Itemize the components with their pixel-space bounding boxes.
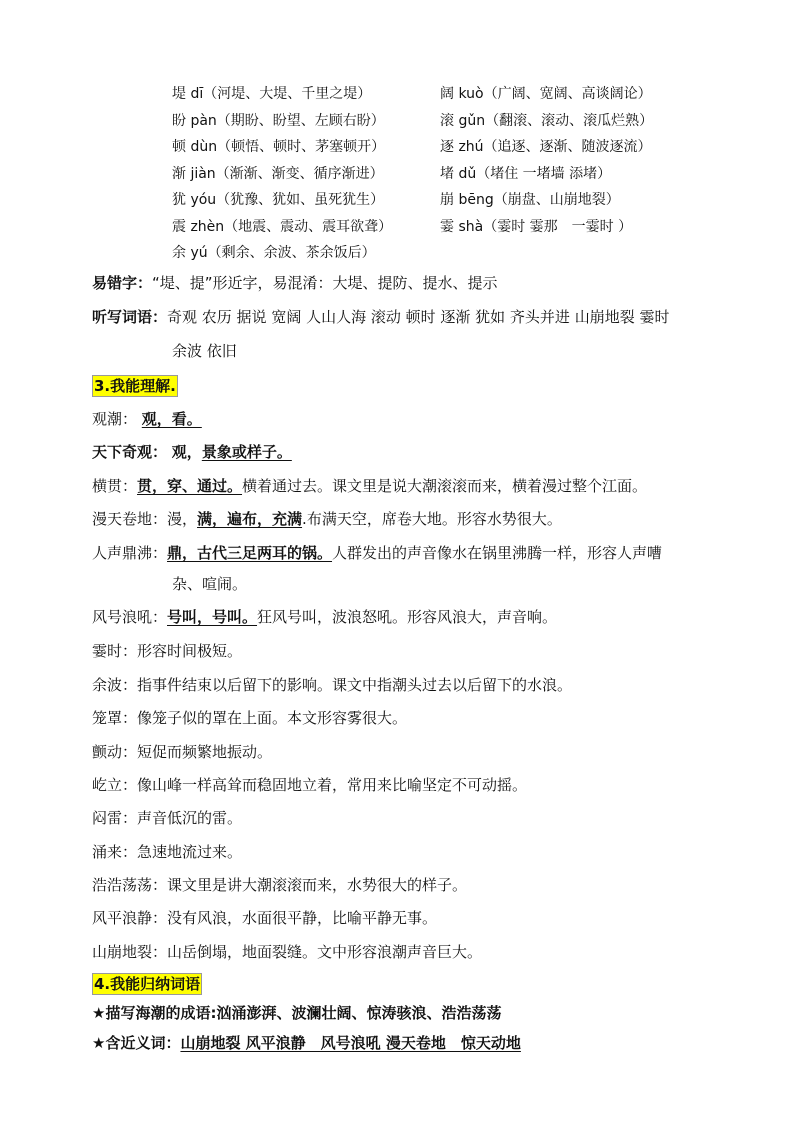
definition-line: 风平浪静：没有风浪，水面很平静，比喻平静无事。 (92, 909, 438, 927)
definition-term: 横贯： (92, 477, 138, 495)
char-entry: 堵 dǔ（堵住 一堵墙 添堵） (440, 165, 612, 182)
char-row (172, 186, 732, 213)
definition-term: 天下奇观： (92, 443, 168, 461)
easy-wrong-line (92, 273, 498, 293)
definition-line: 闷雷：声音低沉的雷。 (92, 809, 243, 827)
char-entry: 渐 jiàn（渐渐、渐变、循序渐进） (172, 165, 384, 182)
definition-continuation: 杂、喧闹。 (172, 575, 248, 593)
char-row (172, 160, 732, 187)
char-entry: 堤 dī（河堤、大堤、千里之堤） (172, 86, 372, 103)
definition-prefix: 观， (171, 443, 202, 461)
definition-line: 霎时：形容时间极短。 (92, 642, 243, 660)
char-entry: 崩 bēng（崩盘、山崩地裂） (440, 192, 620, 209)
definition-line (92, 409, 202, 429)
definition-line (92, 607, 557, 627)
char-row (172, 213, 732, 240)
char-entry: 滚 gǔn（翻滚、滚动、滚瓜烂熟） (440, 112, 654, 129)
section-3-heading (92, 375, 178, 397)
definition-key: 景象或样子。 (201, 443, 292, 461)
definition-line: 涌来：急速地流过来。 (92, 843, 243, 861)
definition-line: 余波：指事件结束以后留下的影响。课文中指潮头过去以后留下的水浪。 (92, 676, 573, 694)
char-entry: 余 yú（剩余、余波、茶余饭后） (172, 245, 376, 262)
char-entry: 逐 zhú（追逐、逐渐、随波逐流） (440, 139, 652, 156)
char-entry: 震 zhèn（地震、震动、震耳欲聋） (172, 218, 393, 235)
definition-key: 贯，穿、通过。 (137, 477, 243, 495)
definition-text: 狂风号叫，波浪怒吼。形容风浪大，声音响。 (257, 608, 558, 626)
definition-term: 风号浪吼： (92, 608, 168, 626)
char-entry: 犹 yóu（犹豫、犹如、虽死犹生） (172, 192, 385, 209)
char-row (172, 133, 732, 160)
definition-prefix: 漫， (167, 510, 198, 528)
char-row (172, 239, 732, 266)
char-entry: 盼 pàn（期盼、盼望、左顾右盼） (172, 112, 385, 129)
char-entry: 阔 kuò（广阔、宽阔、高谈阔论） (440, 86, 652, 103)
definition-line (92, 543, 662, 563)
definition-line: 屹立：像山峰一样高耸而稳固地立着，常用来比喻坚定不可动摇。 (92, 776, 528, 794)
definition-text: .布满天空，席卷大地。形容水势很大。 (302, 510, 562, 528)
definition-term: 人声鼎沸： (92, 544, 168, 562)
definition-line: 颤动：短促而频繁地振动。 (92, 743, 273, 761)
definition-line (92, 476, 647, 496)
dictation-words: 奇观 农历 据说 宽阔 人山人海 滚动 顿时 逐渐 犹如 齐头并进 山崩地裂 霎时 (167, 308, 670, 326)
char-entry: 顿 dùn（顿悟、顿时、茅塞顿开） (172, 139, 386, 156)
definition-term: 漫天卷地： (92, 510, 168, 528)
character-table (172, 80, 732, 266)
definition-term: 观潮： (92, 410, 138, 428)
dictation-line-2: 余波 依旧 (172, 342, 237, 360)
section-3-title: 3.我能理解. (94, 377, 176, 395)
summary-synonyms (92, 1033, 521, 1053)
synonyms-words: 山崩地裂 风平浪静 风号浪吼 漫天卷地 惊天动地 (180, 1034, 521, 1052)
definition-line (92, 509, 562, 529)
char-row (172, 107, 732, 134)
definition-text: 人群发出的声音像水在锅里沸腾一样，形容人声嘈 (332, 544, 663, 562)
easy-wrong-text: “堤、提”形近字，易混淆：大堤、提防、提水、提示 (152, 274, 498, 292)
section-4-title: 4.我能归纳词语 (94, 975, 201, 993)
easy-wrong-label: 易错字： (92, 274, 153, 292)
char-row (172, 80, 732, 107)
definition-text: 横着通过去。课文里是说大潮滚滚而来，横着漫过整个江面。 (242, 477, 648, 495)
definition-key: 观，看。 (141, 410, 202, 428)
definition-key: 鼎，古代三足两耳的锅。 (167, 544, 333, 562)
definition-key: 号叫，号叫。 (167, 608, 258, 626)
definition-line: 笼罩：像笼子似的罩在上面。本文形容雾很大。 (92, 709, 408, 727)
definition-key: 满，遍布，充满 (197, 510, 303, 528)
char-entry: 霎 shà（霎时 霎那 一霎时 ） (440, 218, 633, 235)
summary-idioms: ★描写海潮的成语:汹涌澎湃、波澜壮阔、惊涛骇浪、浩浩荡荡 (92, 1004, 502, 1022)
dictation-line (92, 307, 669, 327)
definition-line: 山崩地裂：山岳倒塌，地面裂缝。文中形容浪潮声音巨大。 (92, 943, 483, 961)
definition-line: 浩浩荡荡：课文里是讲大潮滚滚而来，水势很大的样子。 (92, 876, 468, 894)
synonyms-label: ★含近义词： (92, 1034, 181, 1052)
dictation-label: 听写词语： (92, 308, 168, 326)
definition-line (92, 442, 292, 462)
section-4-heading (92, 973, 202, 995)
